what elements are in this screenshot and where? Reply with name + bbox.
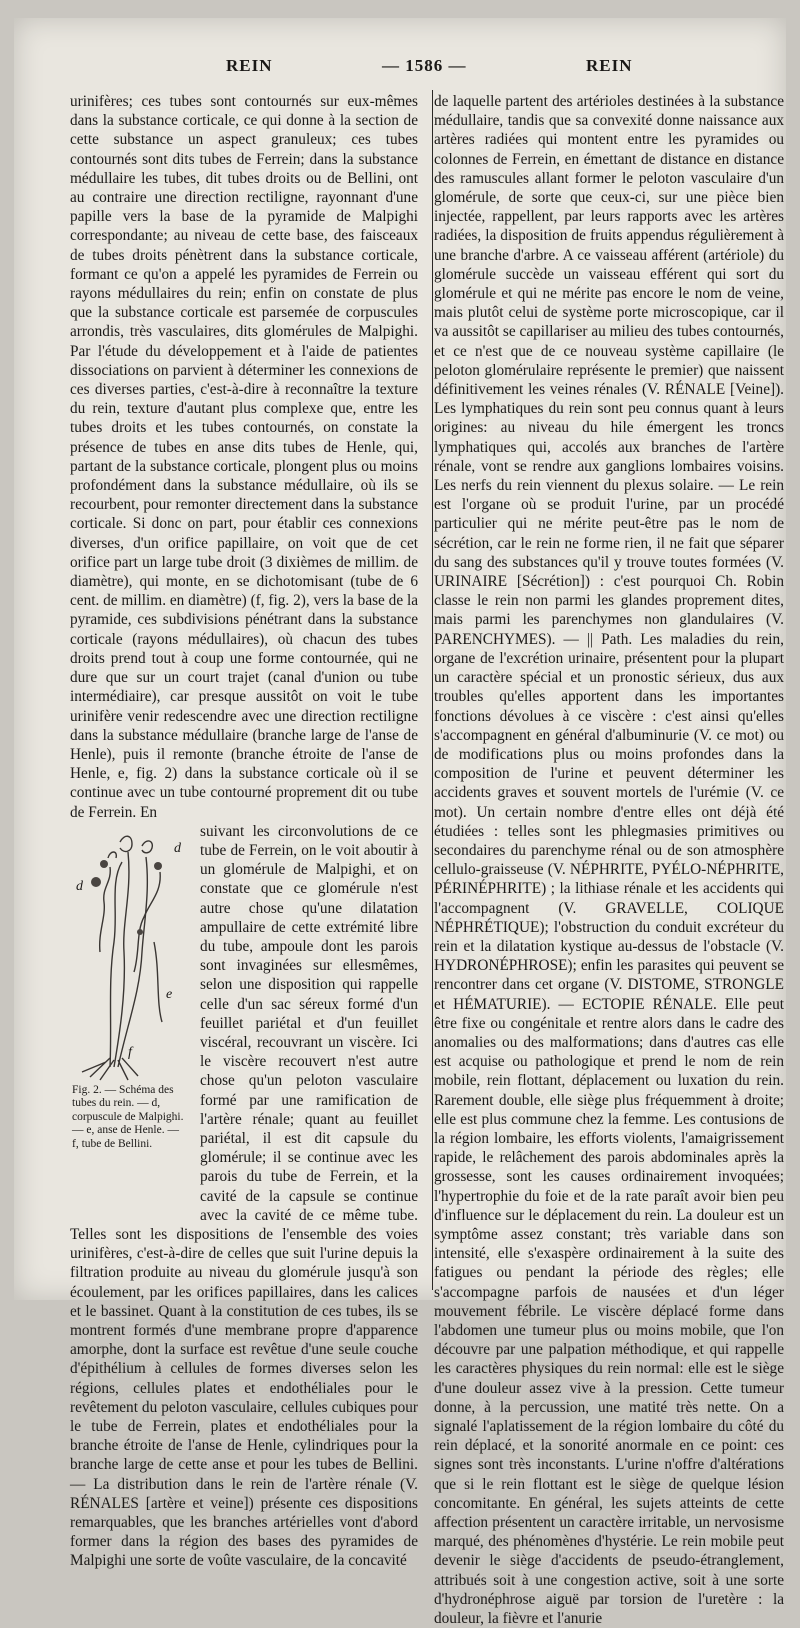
page-number: — 1586 — xyxy=(382,56,467,75)
figure-caption: Fig. 2. — Schéma des tubes du rein. — d, corpuscule de Malpighi. — e, anse de Henle. — f, tube de Bellini. xyxy=(72,1083,184,1150)
left-paragraph-2: suivant les circonvolutions de ce tube de Ferrein, on le voit aboutir à un glomérule de Malpighi, et on constate que ce glomérule n'est autre chose qu'une dilatation ampullaire de cette extrémité libre du tube, ampoule dont les parois sont invaginées sur ellesmêmes, selon une disposition qui rappelle celle d'un sac séreux formé d'un feuillet pariétal et d'un feuillet viscéral, recouvrant un viscère. Ici le viscère recouvert n'est autre chose qu'un peloton vasculaire formé par une ramification de l'artère rénale; quant au feuillet pariétal, il est dit capsule du glomérule; il se continue avec les parois du tube de Ferrein, et la cavité de la capsule se continue avec la cavité de ce même tube. Telles sont les dispositions de l'ensemble des voies urinifères, c'est-à-dire de celles que suit l'urine depuis la filtration produite au niveau du glomérule jusqu'à son écoulement, par les orifices papillaires, dans les calices et le bassinet. Quant à la constitution de ces tubes, ils se montrent formés d'une membrane propre d'apparence amorphe, dont la surface est revêtue d'une seule couche d'épithélium à cellules de formes diverses selon les régions, cellules plates et endothéliales pour le revêtement du peloton vasculaire, cellules cubiques pour le tube de Ferrein, plates et endothéliales pour la branche étroite de l'anse de Henle, cylindriques pour la branche large de cette anse et pour les tubes de Bellini. — La distribution dans le rein de l'artère rénale (V. RÉNALES [artère et veine]) présente ces dispositions remarquables, que les branches artérielles vont d'abord former dans la région des bases des pyramides de Malpighi une sorte de voûte vasculaire, de la concavité xyxy=(70,822,418,1570)
column-divider xyxy=(432,90,433,1290)
running-header xyxy=(14,56,786,86)
figure-label-f: f xyxy=(128,1044,132,1060)
figure-label-e: e xyxy=(166,986,173,1002)
document-page xyxy=(14,18,786,1628)
right-paragraph-1: de laquelle partent des artérioles destinées à la substance médullaire, tandis que sa convexité donne naissance aux artères radiées qui montent entre les pyramides ou colonnes de Ferrein, en émettant de distance en distance des ramuscules allant former le peloton vasculaire d'un glomérule, de sorte que ceux-ci, sur une pièce bien injectée, rappellent, par leurs rapports avec les artères radiées, la disposition de fruits appendus régulièrement à une branche d'arbre. A ce vaisseau afférent (artériole) du glomérule succède un vaisseau efférent qui sort du glomérule et qui ne mérite pas encore le nom de veine, mais plutôt celui de système porte microscopique, car il va aussitôt se capillariser au milieu des tubes contournés, et ce n'est que de ce nouveau système capillaire (le peloton glomérulaire représente le premier) que naissent définitivement les veines rénales (V. RÉNALE [Veine]). Les lymphatiques du rein sont peu connus quant à leurs origines: au niveau du hile émergent les troncs lymphatiques qui, accolés aux branches de l'artère rénale, vont se rendre aux ganglions lombaires voisins. Les nerfs du rein viennent du plexus solaire. — Le rein est l'organe où se produit l'urine, par un procédé particulier qui ne mérite peut-être pas le nom de sécrétion, car le rein ne forme rien, il ne fait que séparer du sang des substances qu'il y trouve toutes formées (V. URINAIRE [Sécrétion]) : c'est pourquoi Ch. Robin classe le rein non parmi les glandes proprement dites, mais parmi les parenchymes non glandulaires (V. PARENCHYMES). — || Path. Les maladies du rein, organe de l'excrétion urinaire, présentent pour la plupart un caractère spécial et un pronostic sérieux, dus aux troubles qu'elles apportent dans les importantes fonctions dévolues à ce viscère : c'est ainsi qu'elles s'accompagnent en général d'albuminurie (V. ce mot) ou de modifications plus ou moins profondes dans la composition de l'urine et peuvent déterminer les accidents graves et souvent mortels de l'urémie (V. ce mot). Un certain nombre d'entre elles ont déjà été étudiées : telles sont les phlegmasies primitives ou secondaires du parenchyme rénal ou de son atmosphère cellulo-graisseuse (V. NÉPHRITE, PYÉLO-NÉPHRITE, PÉRINÉPHRITE) ; la lithiase rénale et les accidents qui l'accompagnent (V. GRAVELLE, COLIQUE NÉPHRÉTIQUE); l'obstruction du conduit excréteur du rein et la dilatation kystique au-dessus de l'obstacle (V. HYDRONÉPHROSE); enfin les parasites qui peuvent se rencontrer dans cet organe (V. DISTOME, STRONGLE et HÉMATURIE). — ECTOPIE RÉNALE. Elle peut être fixe ou congénitale et rentre alors dans le cadre des anomalies ou des malformations; dans d'autres cas elle est acquise ou pathologique et prend le nom de rein mobile, rein flottant, déplacement ou luxation du rein. Rarement double, elle siège plus fréquemment à droite; elle est plus commune chez la femme. Les contusions de la région lombaire, les efforts violents, l'amaigrissement rapide, le relâchement des parois abdominales après la grossesse, sont les causes ordinairement invoquées; l'hypertrophie du foie et de la rate paraît avoir bien peu d'influence sur le déplacement du rein. La douleur est un symptôme assez constant; très variable dans son intensité, elle s'exaspère ordinairement à la suite des fatigues ou pendant la période des règles; elle s'accompagne parfois de nausées et d'un léger mouvement fébrile. Le viscère déplacé forme dans l'abdomen une tumeur plus ou moins mobile, que l'on découvre par une palpation méthodique, et qui rappelle les caractères physiques du rein normal: elle est le siège d'une douleur assez vive à la pression. Cette tumeur donne, à la percussion, une matité très nette. On a signalé l'aplatissement de la région lombaire du côté du rein déplacé, et la sonorité anormale en ce point: ces signes sont très inconstants. L'urine n'offre d'altérations que si le rein flottant est le siège de quelque lésion concomitante. En général, les sujets atteints de cette affection présentent un caractère irritable, un nervosisme marqué, des phénomènes d'hystérie. Le rein mobile peut devenir le siège d'accidents de pseudo-étranglement, attribués soit à une congestion active, soit à une sorte d'hydronéphrose aiguë par torsion de l'uretère : la douleur, la fièvre et l'anurie xyxy=(434,93,784,1628)
left-paragraph-1: urinifères; ces tubes sont contournés sur eux-mêmes dans la substance corticale, ce qui donne à la section de cette substance un aspect granuleux; ces tubes contournés sont dits tubes de Ferrein; dans la substance médullaire les tubes, dit tubes droits ou de Bellini, ont au contraire une direction rectiligne, rayonnant d'une papille vers la base de la pyramide de Malpighi correspondante; au niveau de cette base, des faisceaux de tubes droits pénètrent dans la substance corticale, formant ce qu'on a appelé les pyramides de Ferrein ou rayons médullaires du rein; enfin on constate de plus que la substance corticale est parsemée de corpuscules arrondis, très vasculaires, dits glomérules de Malpighi. Par l'étude du développement et à l'aide de patientes dissociations on parvient à déterminer les connexions de ces diverses parties, c'est-à-dire à reconnaître la texture du rein, texture d'autant plus complexe que, entre les tubes droits et les tubes contournés, on constate la présence de tubes en anse dits tubes de Henle, qui, partant de la substance corticale, plongent plus ou moins profondément dans la substance médullaire, où ils se recourbent, pour remonter directement dans la substance corticale. Si donc on part, pour établir ces connexions diverses, d'un orifice papillaire, on voit que de cet orifice part un large tube droit (3 dixièmes de millim. de diamètre), qui monte, en se dichotomisant (tube de 6 cent. de millim. en diamètre) (f, fig. 2), vers la base de la pyramide, ces subdivisions pénétrant dans la substance corticale (rayons médullaires), où chacun des tubes droits prend tout à coup une forme contournée, qui ne dure que sur un court trajet (canal d'union ou tube intermédiaire), car presque aussitôt on voit le tube urinifère venir redescendre avec une direction rectiligne dans la substance médullaire (branche large de l'anse de Henle), puis il remonte (branche étroite de l'anse de Henle, e, fig. 2) dans la substance corticale où il se continue avec un tube contourné proprement dit ou tube de Ferrein. En xyxy=(70,93,418,821)
left-column xyxy=(70,92,418,1571)
header-left-word: REIN xyxy=(226,56,273,75)
figure-label-d-left: d xyxy=(76,878,83,894)
figure-kidney-tubes xyxy=(70,822,190,1207)
figure-label-d-right: d xyxy=(174,840,181,856)
right-column xyxy=(434,92,784,1628)
kidney-tubes-illustration xyxy=(70,822,190,1082)
header-right-word: REIN xyxy=(586,56,633,75)
